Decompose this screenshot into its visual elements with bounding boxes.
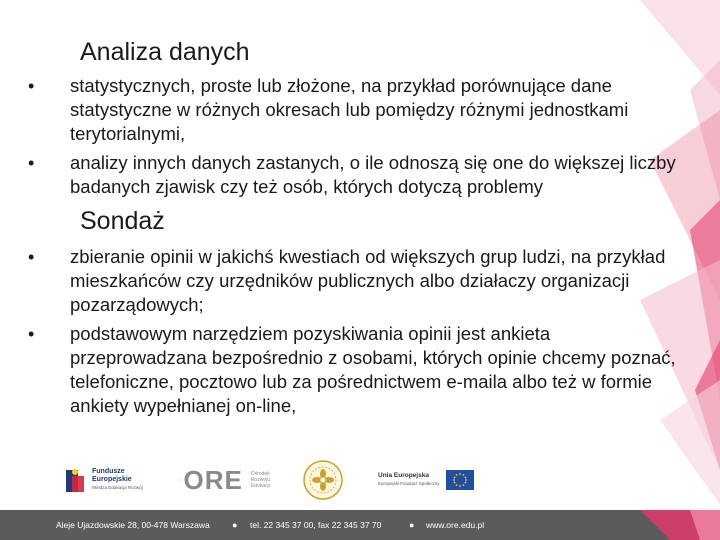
list-item-text: statystycznych, proste lub złożone, na przykład porównujące dane statystyczne w różnych okresach lub pomiędzy różnymi jednostkami terytorialnymi, bbox=[70, 75, 629, 144]
european-funds-line1: Fundusze bbox=[92, 468, 125, 475]
ore-line2: Rozwoju bbox=[250, 477, 270, 483]
footer-bar bbox=[0, 510, 720, 540]
list-item-text: podstawowym narzędziem pozyskiwania opinii jest ankieta przeprowadzana bezpośrednio z osobami, których opinie chcemy poznać, telefoniczne, pocztowo lub za pośrednictwem e-maila albo też w formie ankiety wypełnianej on-line, bbox=[70, 323, 676, 416]
footer-phone: tel. 22 345 37 00, fax 22 345 37 70 bbox=[250, 520, 382, 530]
seal-icon bbox=[302, 459, 344, 501]
bullet-list-data-analysis bbox=[0, 74, 720, 204]
list-item-text: zbieranie opinii w jakichś kwestiach od większych grup ludzi, na przykład mieszkańców czy urzędników publicznych albo działaczy organizacji pozarządowych; bbox=[70, 246, 666, 315]
list-item bbox=[0, 245, 682, 317]
eu-line2: Europejski Fundusz Społeczny bbox=[378, 481, 440, 486]
ore-line3: Edukacji bbox=[250, 483, 270, 489]
list-item bbox=[0, 74, 682, 146]
bullet-icon: • bbox=[28, 76, 35, 96]
european-funds-logo bbox=[64, 458, 144, 502]
footer-separator-icon: ● bbox=[409, 520, 415, 530]
bullet-icon: • bbox=[28, 247, 35, 267]
european-funds-line2: Europejskie bbox=[92, 476, 132, 483]
footer-address: Aleje Ujazdowskie 28, 00-478 Warszawa bbox=[56, 520, 210, 530]
footer-website-link[interactable]: www.ore.edu.pl bbox=[426, 520, 485, 530]
logos-row bbox=[0, 458, 720, 502]
ore-circle-icon bbox=[180, 469, 181, 491]
ore-wordmark: ORE bbox=[183, 464, 243, 495]
list-item-text: analizy innych danych zastanych, o ile odnoszą się one do większej liczby badanych zjawisk czy też osób, których dotyczą problemy bbox=[70, 152, 676, 197]
bullet-list-survey bbox=[0, 245, 720, 423]
eu-line1: Unia Europejska bbox=[378, 472, 429, 479]
section-title-survey: Sondaż bbox=[80, 207, 165, 235]
golden-seal-logo bbox=[302, 458, 346, 502]
eu-flag-icon bbox=[446, 470, 474, 490]
bullet-icon: • bbox=[28, 324, 35, 344]
european-union-logo bbox=[378, 458, 478, 502]
list-item bbox=[0, 322, 682, 418]
footer-separator-icon: ● bbox=[232, 520, 238, 530]
list-item bbox=[0, 151, 682, 199]
european-funds-line3: Wiedza Edukacja Rozwój bbox=[92, 485, 143, 490]
european-funds-mark-icon bbox=[64, 466, 86, 494]
ore-line1: Ośrodek bbox=[250, 471, 270, 477]
section-title-data-analysis: Analiza danych bbox=[80, 38, 250, 66]
bullet-icon: • bbox=[28, 153, 35, 173]
ore-logo bbox=[180, 458, 270, 502]
